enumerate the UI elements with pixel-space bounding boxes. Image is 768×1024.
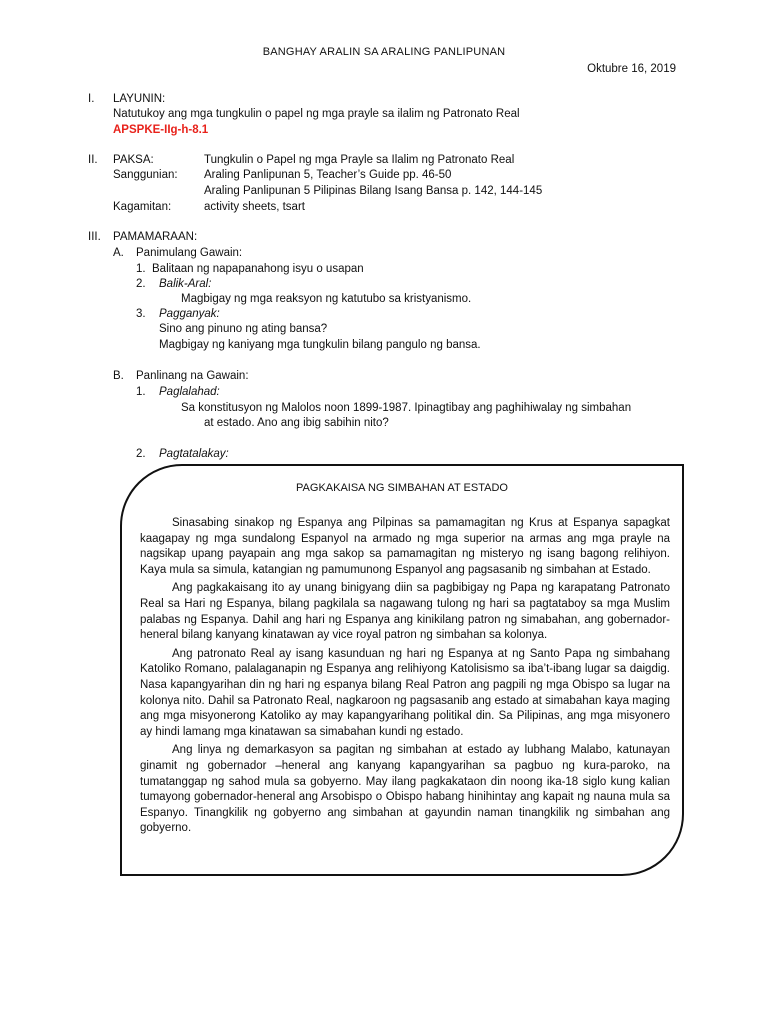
paksa-value: Tungkulin o Papel ng mga Prayle sa Ilalim ng Patronato Real [204,154,515,166]
passage-paragraph-4: Ang linya ng demarkasyon sa pagitan ng simbahan at estado ay lubhang Malabo, katunayan ginamit ng gobernador –heneral ang kanyang kapangyarihan sa pagbuo ng kura-paroko, na tumatanggap ng sahod mula sa gobyerno. May ilang pagkakataon din noong ika-18 siglo kung kalian tumayong gobernador-heneral ang Arsobispo o Obispo habang hinihintay ang kapait ng nauna mula sa Espanyo. Tinangkilik ng gobyerno ang simbahan at gayundin naman tinangkilik ng simbahan ang gobyerno. [140,744,670,835]
item-a1-number: 1. [136,263,146,275]
sanggunian-label: Sanggunian: [113,169,178,181]
kagamitan-value: activity sheets, tsart [204,201,305,213]
section-2-numeral: II. [88,154,98,166]
part-a-heading: Panimulang Gawain: [136,247,243,259]
passage-paragraph-2: Ang pagkakaisang ito ay unang binigyang diin sa pagbibigay ng Papa ng karapatang Patronato Real sa Hari ng Espanya, bilang pagkilala sa nagawang tulong ng hari sa pagtataboy sa mga Muslim palabas ng Espanya. Dahil ang hari ng Espanya ang kinikilang patron ng simabahan, ang gobernador-heneral bilang kanyang kinatawan ay vice royal patron ng simbahan sa kolonya. [140,582,670,642]
sanggunian-value-1: Araling Panlipunan 5, Teacher’s Guide pp. 46-50 [204,169,452,181]
item-b2-heading: Pagtatalakay: [159,448,229,460]
item-a1-text: Balitaan ng napapanahong isyu o usapan [152,263,364,275]
item-b1-number: 1. [136,386,146,398]
item-a2-number: 2. [136,278,146,290]
section-1-numeral: I. [88,93,95,105]
item-b1-heading: Paglalahad: [159,386,220,398]
sanggunian-value-2: Araling Panlipunan 5 Pilipinas Bilang Isang Bansa p. 142, 144-145 [204,185,543,197]
passage-paragraph-1: Sinasabing sinakop ng Espanya ang Pilpinas sa pamamagitan ng Krus at Espanya sapagkat kaagapay ng mga sundalong Espanyol na armado ng mga superior na armas ang mga prayle na nagsikap upang payapain ang mga sakop sa pamamagitan ng misteryo ng isang bagong relihiyon. Kaya mula sa simula, katangian ng pamumunong Espanyol ang pagsasanib ng simbahan at Estado. [140,517,670,576]
passage-paragraph-3: Ang patronato Real ay isang kasunduan ng hari ng Espanya at ng Santo Papa ng simbahang Katoliko Romano, palalaganapin ng Espanya ang relihiyong Katolisismo sa iba’t-ibang lugar sa daigdig. Nasa kapangyarihan din ng hari ng espanya bilang Real Patron ang pagpili ng mga Obispo sa lugar na kolonya nito. Dahil sa Patronato Real, nagkaroon ng pagsasanib ang estado at simabahan kaya maging ang mga misyonerong Katoliko ay may kapangyarihang politikal din. Sa Pilipinas, ang mga misyonero ay hindi lamang mga kinatawan sa simabahan kundi ng estado. [140,647,670,738]
item-a2-text: Magbigay ng mga reaksyon ng katutubo sa kristyanismo. [181,293,472,305]
part-a-letter: A. [113,247,124,259]
item-b1-text-2: at estado. Ano ang ibig sabihin nito? [204,417,389,429]
objective-text: Natutukoy ang mga tungkulin o papel ng mga prayle sa ilalim ng Patronato Real [113,108,520,120]
paksa-label: PAKSA: [113,154,154,166]
reading-passage-title: PAGKAKAISA NG SIMBAHAN AT ESTADO [296,482,508,494]
section-3-numeral: III. [88,231,101,243]
item-a3-heading: Pagganyak: [159,308,220,320]
item-b1-text-1: Sa konstitusyon ng Malolos noon 1899-1987. Ipinagtibay ang paghihiwalay ng simbahan [181,402,632,414]
competency-code: APSPKE-IIg-h-8.1 [113,124,209,136]
item-a3-text-2: Magbigay ng kaniyang mga tungkulin bilang pangulo ng bansa. [159,339,481,351]
section-1-heading: LAYUNIN: [113,93,166,105]
document-date: Oktubre 16, 2019 [587,63,676,75]
section-3-heading: PAMAMARAAN: [113,231,198,243]
reading-passage-body [140,516,670,840]
item-a2-heading: Balik-Aral: [159,278,212,290]
reading-passage-box [120,464,684,876]
part-b-heading: Panlinang na Gawain: [136,370,249,382]
item-a3-number: 3. [136,308,146,320]
part-b-letter: B. [113,370,124,382]
item-a3-text-1: Sino ang pinuno ng ating bansa? [159,323,328,335]
document-title: BANGHAY ARALIN SA ARALING PANLIPUNAN [262,46,506,58]
kagamitan-label: Kagamitan: [113,201,172,213]
item-b2-number: 2. [136,448,146,460]
